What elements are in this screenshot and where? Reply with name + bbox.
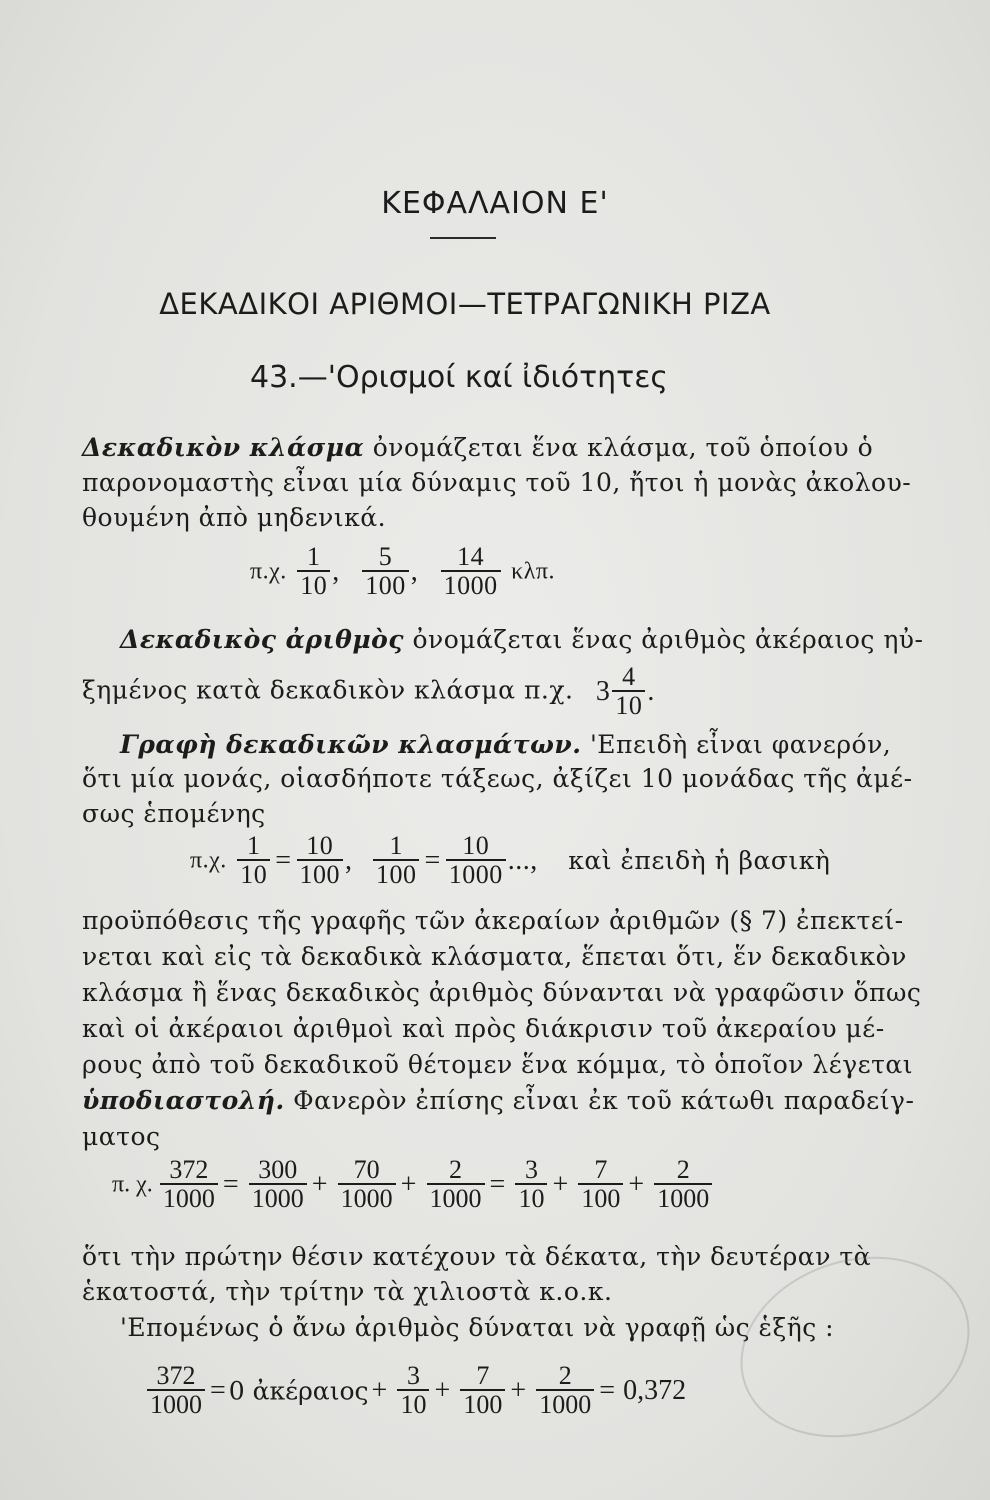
para-line1: προϋπόθεσις τῆς γραφῆς τῶν ἀκεραίων ἀριθμῶν (§ 7) ἐπεκτεί- [82,906,904,935]
term-decimal-fraction: Δεκαδικὸν κλάσμα [82,433,365,462]
example-1: π.χ. $\frac{1}{10}$ , $\frac{5}{100}$ , $\frac{14}{1000}$ κλπ. [250,542,555,601]
chapter-title: ΔΕΚΑΔΙΚΟΙ ΑΡΙΘΜΟΙ—ΤΕΤΡΑΓΩΝΙΚΗ ΡΙΖΑ [159,287,771,321]
fraction: $\frac{7}{100}$ [578,1156,623,1214]
para-line6: ὑποδιαστολή. Φανερὸν ἐπίσης εἶναι ἐκ τοῦ κάτωθι παραδείγ- [82,1086,915,1115]
after-line1: ὅτι τὴν πρώτην θέσιν κατέχουν τὰ δέκατα, τὴν δευτέραν τὰ [82,1242,872,1271]
fraction: $\frac{3}{10}$ [515,1156,547,1214]
para-line2: νεται καὶ εἰς τὰ δεκαδικὰ κλάσματα, ἕπεται ὅτι, ἕν δεκαδικὸν [82,942,907,971]
fraction: $\frac{372}{1000}$ [147,1362,205,1420]
para-line5: ρους ἀπὸ τοῦ δεκαδικοῦ θέτομεν ἕνα κόμμα, τὸ ὁποῖον λέγεται [82,1050,914,1079]
example-4: $\frac{372}{1000}$ = 0 ἀκέραιος + $\frac{3}{10}$ + $\frac{7}{100}$ + $\frac{2}{1000}$ = 0,372 [145,1362,686,1420]
def2-line2: ξημένος κατὰ δεκαδικὸν κλάσμα π.χ. 3 $\frac{4}{10}$ . [82,662,655,721]
def1-line3: θουμένη ἀπὸ μηδενικά. [82,503,387,532]
fraction: $\frac{4}{10}$ [612,663,645,721]
heading-rule [430,237,496,239]
fraction: $\frac{372}{1000}$ [160,1156,218,1214]
example-2: π.χ. $\frac{1}{10}$ = $\frac{10}{100}$ , $\frac{1}{100}$ = $\frac{10}{1000}$ ..., καὶ ἐπειδὴ ἡ βασικὴ [190,831,831,890]
fraction: $\frac{300}{1000}$ [249,1156,307,1214]
after-line3: 'Επομένως ὁ ἄνω ἀριθμὸς δύναται νὰ γραφῇ ὡς ἑξῆς : [120,1313,835,1342]
fraction: $\frac{14}{1000}$ [441,543,501,601]
fraction: $\frac{2}{1000}$ [427,1156,485,1214]
graph-line2: ὅτι μία μονάς, οἱασδήποτε τάξεως, ἀξίζει 10 μονάδας τῆς ἀμέ- [82,764,913,793]
graph-line1: Γραφὴ δεκαδικῶν κλασμάτων. 'Επειδὴ εἶναι φανερόν, [120,730,892,759]
fraction: $\frac{10}{100}$ [297,832,344,890]
graph-line3: σως ἑπομένης [82,799,266,828]
section-heading: 43.—'Ορισμοί καί ἰδιότητες [250,360,669,395]
fraction: $\frac{2}{1000}$ [654,1156,712,1214]
fraction: $\frac{1}{100}$ [373,832,420,890]
fraction: $\frac{7}{100}$ [460,1362,505,1420]
para-line3: κλάσμα ἢ ἕνας δεκαδικὸς ἀριθμὸς δύνανται νὰ γραφῶσιν ὅπως [82,978,922,1007]
def1-line2: παρονομαστὴς εἶναι μία δύναμις τοῦ 10, ἤτοι ἡ μονὰς ἀκολου- [82,468,912,497]
term-decimal-point: ὑποδιαστολή. [82,1086,285,1115]
def2-line1: Δεκαδικὸς ἀριθμὸς ὀνομάζεται ἕνας ἀριθμὸς ἀκέραιος ηὐ- [120,625,924,654]
chapter-heading: ΚΕΦΑΛΑΙΟΝ Ε' [381,186,609,221]
term-graph: Γραφὴ δεκαδικῶν κλασμάτων. [120,730,582,759]
fraction: $\frac{5}{100}$ [362,543,409,601]
fraction: $\frac{2}{1000}$ [536,1362,594,1420]
fraction: $\frac{3}{10}$ [397,1362,429,1420]
para-line7: ματος [82,1122,161,1151]
after-line2: ἑκατοστά, τὴν τρίτην τὰ χιλιοστὰ κ.ο.κ. [82,1277,613,1306]
fraction: $\frac{1}{10}$ [297,543,330,601]
para-line4: καὶ οἱ ἀκέραιοι ἀριθμοὶ καὶ πρὸς διάκρισιν τοῦ ἀκεραίου μέ- [82,1014,885,1043]
def1-line1: Δεκαδικὸν κλάσμα ὀνομάζεται ἕνα κλάσμα, τοῦ ὁποίου ὁ [82,433,874,462]
fraction: $\frac{10}{1000}$ [446,832,506,890]
term-decimal-number: Δεκαδικὸς ἀριθμὸς [120,625,405,654]
fraction: $\frac{1}{10}$ [237,832,270,890]
example-3: π. χ. $\frac{372}{1000}$ = $\frac{300}{1000}$ + $\frac{70}{1000}$ + $\frac{2}{1000}$ = $\frac{3}{10}$ + $\frac{7}{100}$ + $\frac{2}{1000}$ [112,1156,714,1214]
fraction: $\frac{70}{1000}$ [338,1156,396,1214]
